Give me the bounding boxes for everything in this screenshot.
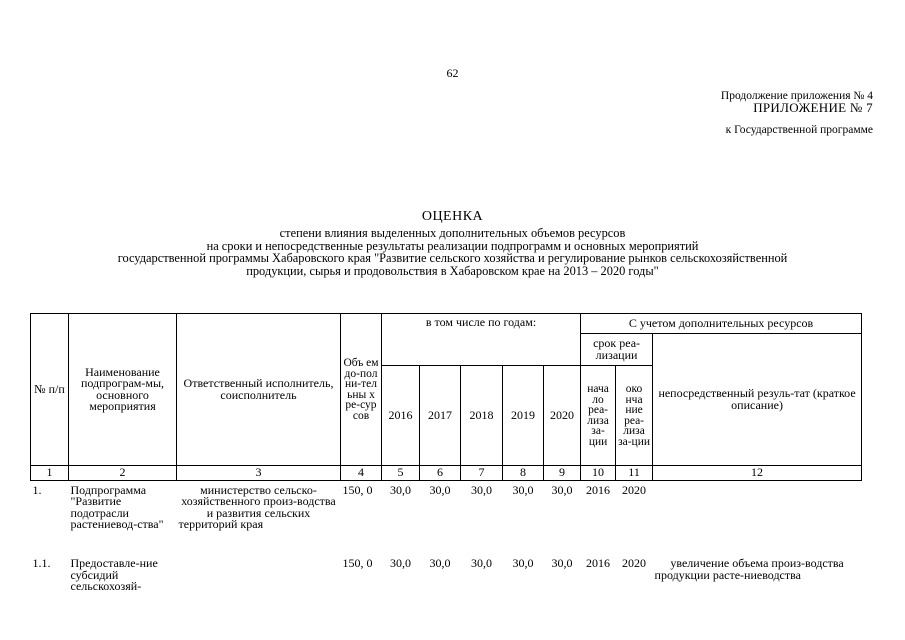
column-number: 11 bbox=[616, 466, 653, 481]
column-number: 1 bbox=[31, 466, 69, 481]
column-number: 12 bbox=[653, 466, 862, 481]
assessment-table bbox=[30, 313, 862, 594]
column-number-row bbox=[31, 466, 862, 481]
row-end: 2020 bbox=[622, 482, 647, 497]
header-year: 2018 bbox=[461, 366, 503, 466]
row-year-value: 30,0 bbox=[390, 482, 411, 497]
column-number: 4 bbox=[341, 466, 382, 481]
row-result: увеличение объема произ-водства продукции расте-ниеводства bbox=[654, 556, 844, 582]
row-year-value: 30,0 bbox=[471, 556, 492, 570]
column-number: 7 bbox=[461, 466, 503, 481]
subtitle-line: степени влияния выделенных дополнительных объемов ресурсов bbox=[279, 226, 626, 240]
appendix-reference: к Государственной программе bbox=[725, 124, 873, 136]
header-volume: Объ ем до-пол ни-тел ьны х ре-сур сов bbox=[341, 314, 382, 466]
header-year: 2019 bbox=[503, 366, 544, 466]
row-num: 1. bbox=[32, 482, 42, 497]
header-year: 2016 bbox=[382, 366, 420, 466]
row-responsible bbox=[177, 554, 341, 594]
row-result bbox=[653, 480, 862, 554]
row-volume: 150, 0 bbox=[342, 556, 373, 570]
row-name: Подпрограмма "Развитие подотрасли растениевод-ства" bbox=[70, 482, 164, 531]
column-number: 9 bbox=[544, 466, 581, 481]
header-year: 2017 bbox=[420, 366, 461, 466]
subtitle-line: продукции, сырья и продовольствия в Хабаровском крае на 2013 – 2020 годы" bbox=[246, 263, 659, 278]
row-year-value: 30,0 bbox=[390, 556, 411, 570]
appendix-title: ПРИЛОЖЕНИЕ № 7 bbox=[753, 100, 873, 115]
document-subtitle bbox=[0, 227, 905, 277]
header-term: срок реа-лизации bbox=[581, 334, 653, 366]
header-end: око нча ние реа-лиза за-ции bbox=[616, 366, 653, 466]
row-name: Предоставле-ние субсидий сельскохозяй- bbox=[70, 556, 158, 593]
column-number: 5 bbox=[382, 466, 420, 481]
header-name: Наименование подпрограм-мы, основного мероприятия bbox=[69, 314, 177, 466]
header-responsible: Ответственный исполнитель, соисполнитель bbox=[177, 314, 341, 466]
row-year-value: 30,0 bbox=[512, 556, 534, 570]
row-year-value: 30,0 bbox=[551, 482, 573, 497]
document-title: ОЦЕНКА bbox=[421, 209, 484, 224]
column-number: 6 bbox=[420, 466, 461, 481]
appendix-continuation: Продолжение приложения № 4 bbox=[720, 90, 873, 102]
subtitle-line: государственной программы Хабаровского края "Развитие сельского хозяйства и регулирование рынков сельскохозяйственной bbox=[117, 251, 788, 265]
subtitle-line: на сроки и непосредственные результаты реализации подпрограмм и основных мероприятий bbox=[206, 238, 699, 253]
column-number: 3 bbox=[177, 466, 341, 481]
header-year: 2020 bbox=[544, 366, 581, 466]
row-year-value: 30,0 bbox=[471, 482, 492, 497]
table-row bbox=[31, 554, 862, 594]
row-start: 2016 bbox=[586, 556, 611, 570]
column-number: 8 bbox=[503, 466, 544, 481]
header-with-additional: С учетом дополнительных ресурсов bbox=[581, 314, 862, 334]
header-by-years: в том числе по годам: bbox=[382, 314, 581, 366]
row-year-value: 30,0 bbox=[512, 482, 534, 497]
row-volume: 150, 0 bbox=[342, 482, 373, 497]
row-year-value: 30,0 bbox=[429, 556, 451, 570]
row-year-value: 30,0 bbox=[551, 556, 573, 570]
page-number: 62 bbox=[446, 66, 459, 80]
column-number: 2 bbox=[69, 466, 177, 481]
header-result: непосредственный резуль-тат (краткое описание) bbox=[653, 334, 862, 466]
row-year-value: 30,0 bbox=[429, 482, 451, 497]
column-number: 10 bbox=[581, 466, 616, 481]
row-responsible: министерство сельско-хозяйственного произ-водства и развития сельских территорий края bbox=[178, 482, 336, 531]
row-num: 1.1. bbox=[32, 556, 51, 570]
row-start: 2016 bbox=[586, 482, 611, 497]
table-row bbox=[31, 480, 862, 554]
header-start: нача ло реа-лиза за-ции bbox=[581, 366, 616, 466]
row-end: 2020 bbox=[622, 556, 647, 570]
header-num: № п/п bbox=[31, 314, 69, 466]
